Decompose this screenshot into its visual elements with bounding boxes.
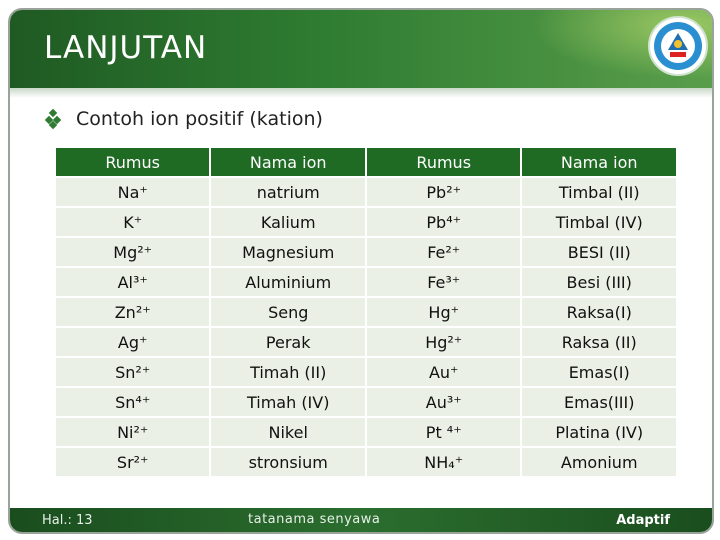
- table-row: [56, 298, 676, 326]
- page-title: LANJUTAN: [44, 30, 208, 66]
- ion-name-cell: Magnesium: [211, 238, 365, 266]
- ion-name-cell: Perak: [211, 328, 365, 356]
- slide-frame: [8, 8, 714, 534]
- bullet-item: [44, 108, 323, 130]
- table-row: [56, 358, 676, 386]
- ion-name-cell: Emas(I): [522, 358, 676, 386]
- table-row: [56, 418, 676, 446]
- ion-name-cell: Raksa(I): [522, 298, 676, 326]
- footer-topic: tatanama senyawa: [248, 512, 381, 527]
- formula-cell: Fe²⁺: [367, 238, 520, 266]
- formula-cell: Hg²⁺: [367, 328, 520, 356]
- ion-table: [54, 146, 678, 478]
- ion-name-cell: Timah (IV): [211, 388, 365, 416]
- ion-name-cell: Amonium: [522, 448, 676, 476]
- column-header: Rumus: [367, 148, 520, 176]
- formula-cell: NH₄⁺: [367, 448, 520, 476]
- ion-name-cell: Timah (II): [211, 358, 365, 386]
- column-header: Nama ion: [211, 148, 365, 176]
- formula-cell: Fe³⁺: [367, 268, 520, 296]
- ion-name-cell: natrium: [211, 178, 365, 206]
- ion-name-cell: Timbal (IV): [522, 208, 676, 236]
- ion-name-cell: Aluminium: [211, 268, 365, 296]
- formula-cell: Sn²⁺: [56, 358, 209, 386]
- formula-cell: Au⁺: [367, 358, 520, 386]
- footer-label: Adaptif: [616, 513, 670, 528]
- ion-name-cell: Raksa (II): [522, 328, 676, 356]
- formula-cell: Au³⁺: [367, 388, 520, 416]
- table-row: [56, 238, 676, 266]
- column-header: Rumus: [56, 148, 209, 176]
- formula-cell: Hg⁺: [367, 298, 520, 326]
- ion-name-cell: Nikel: [211, 418, 365, 446]
- diamond-bullet-icon: [44, 108, 66, 130]
- formula-cell: Mg²⁺: [56, 238, 209, 266]
- formula-cell: Na⁺: [56, 178, 209, 206]
- formula-cell: Ni²⁺: [56, 418, 209, 446]
- column-header: Nama ion: [522, 148, 676, 176]
- formula-cell: Pb⁴⁺: [367, 208, 520, 236]
- table-row: [56, 328, 676, 356]
- ion-name-cell: Emas(III): [522, 388, 676, 416]
- ion-name-cell: BESI (II): [522, 238, 676, 266]
- formula-cell: Ag⁺: [56, 328, 209, 356]
- header-divider: [10, 88, 714, 98]
- bullet-text: Contoh ion positif (kation): [76, 108, 323, 130]
- table-row: [56, 448, 676, 476]
- ion-name-cell: stronsium: [211, 448, 365, 476]
- formula-cell: Sn⁴⁺: [56, 388, 209, 416]
- footer-bar: [10, 508, 714, 534]
- logo-icon: [648, 16, 708, 76]
- header-bar: [10, 10, 714, 88]
- table-row: [56, 268, 676, 296]
- formula-cell: Al³⁺: [56, 268, 209, 296]
- ion-name-cell: Timbal (II): [522, 178, 676, 206]
- formula-cell: Zn²⁺: [56, 298, 209, 326]
- page-number: Hal.: 13: [42, 513, 93, 528]
- formula-cell: Sr²⁺: [56, 448, 209, 476]
- ion-name-cell: Besi (III): [522, 268, 676, 296]
- formula-cell: K⁺: [56, 208, 209, 236]
- table-row: [56, 388, 676, 416]
- formula-cell: Pt ⁴⁺: [367, 418, 520, 446]
- table-header-row: [56, 148, 676, 176]
- ion-name-cell: Platina (IV): [522, 418, 676, 446]
- formula-cell: Pb²⁺: [367, 178, 520, 206]
- table-row: [56, 208, 676, 236]
- ion-name-cell: Kalium: [211, 208, 365, 236]
- table-row: [56, 178, 676, 206]
- ion-name-cell: Seng: [211, 298, 365, 326]
